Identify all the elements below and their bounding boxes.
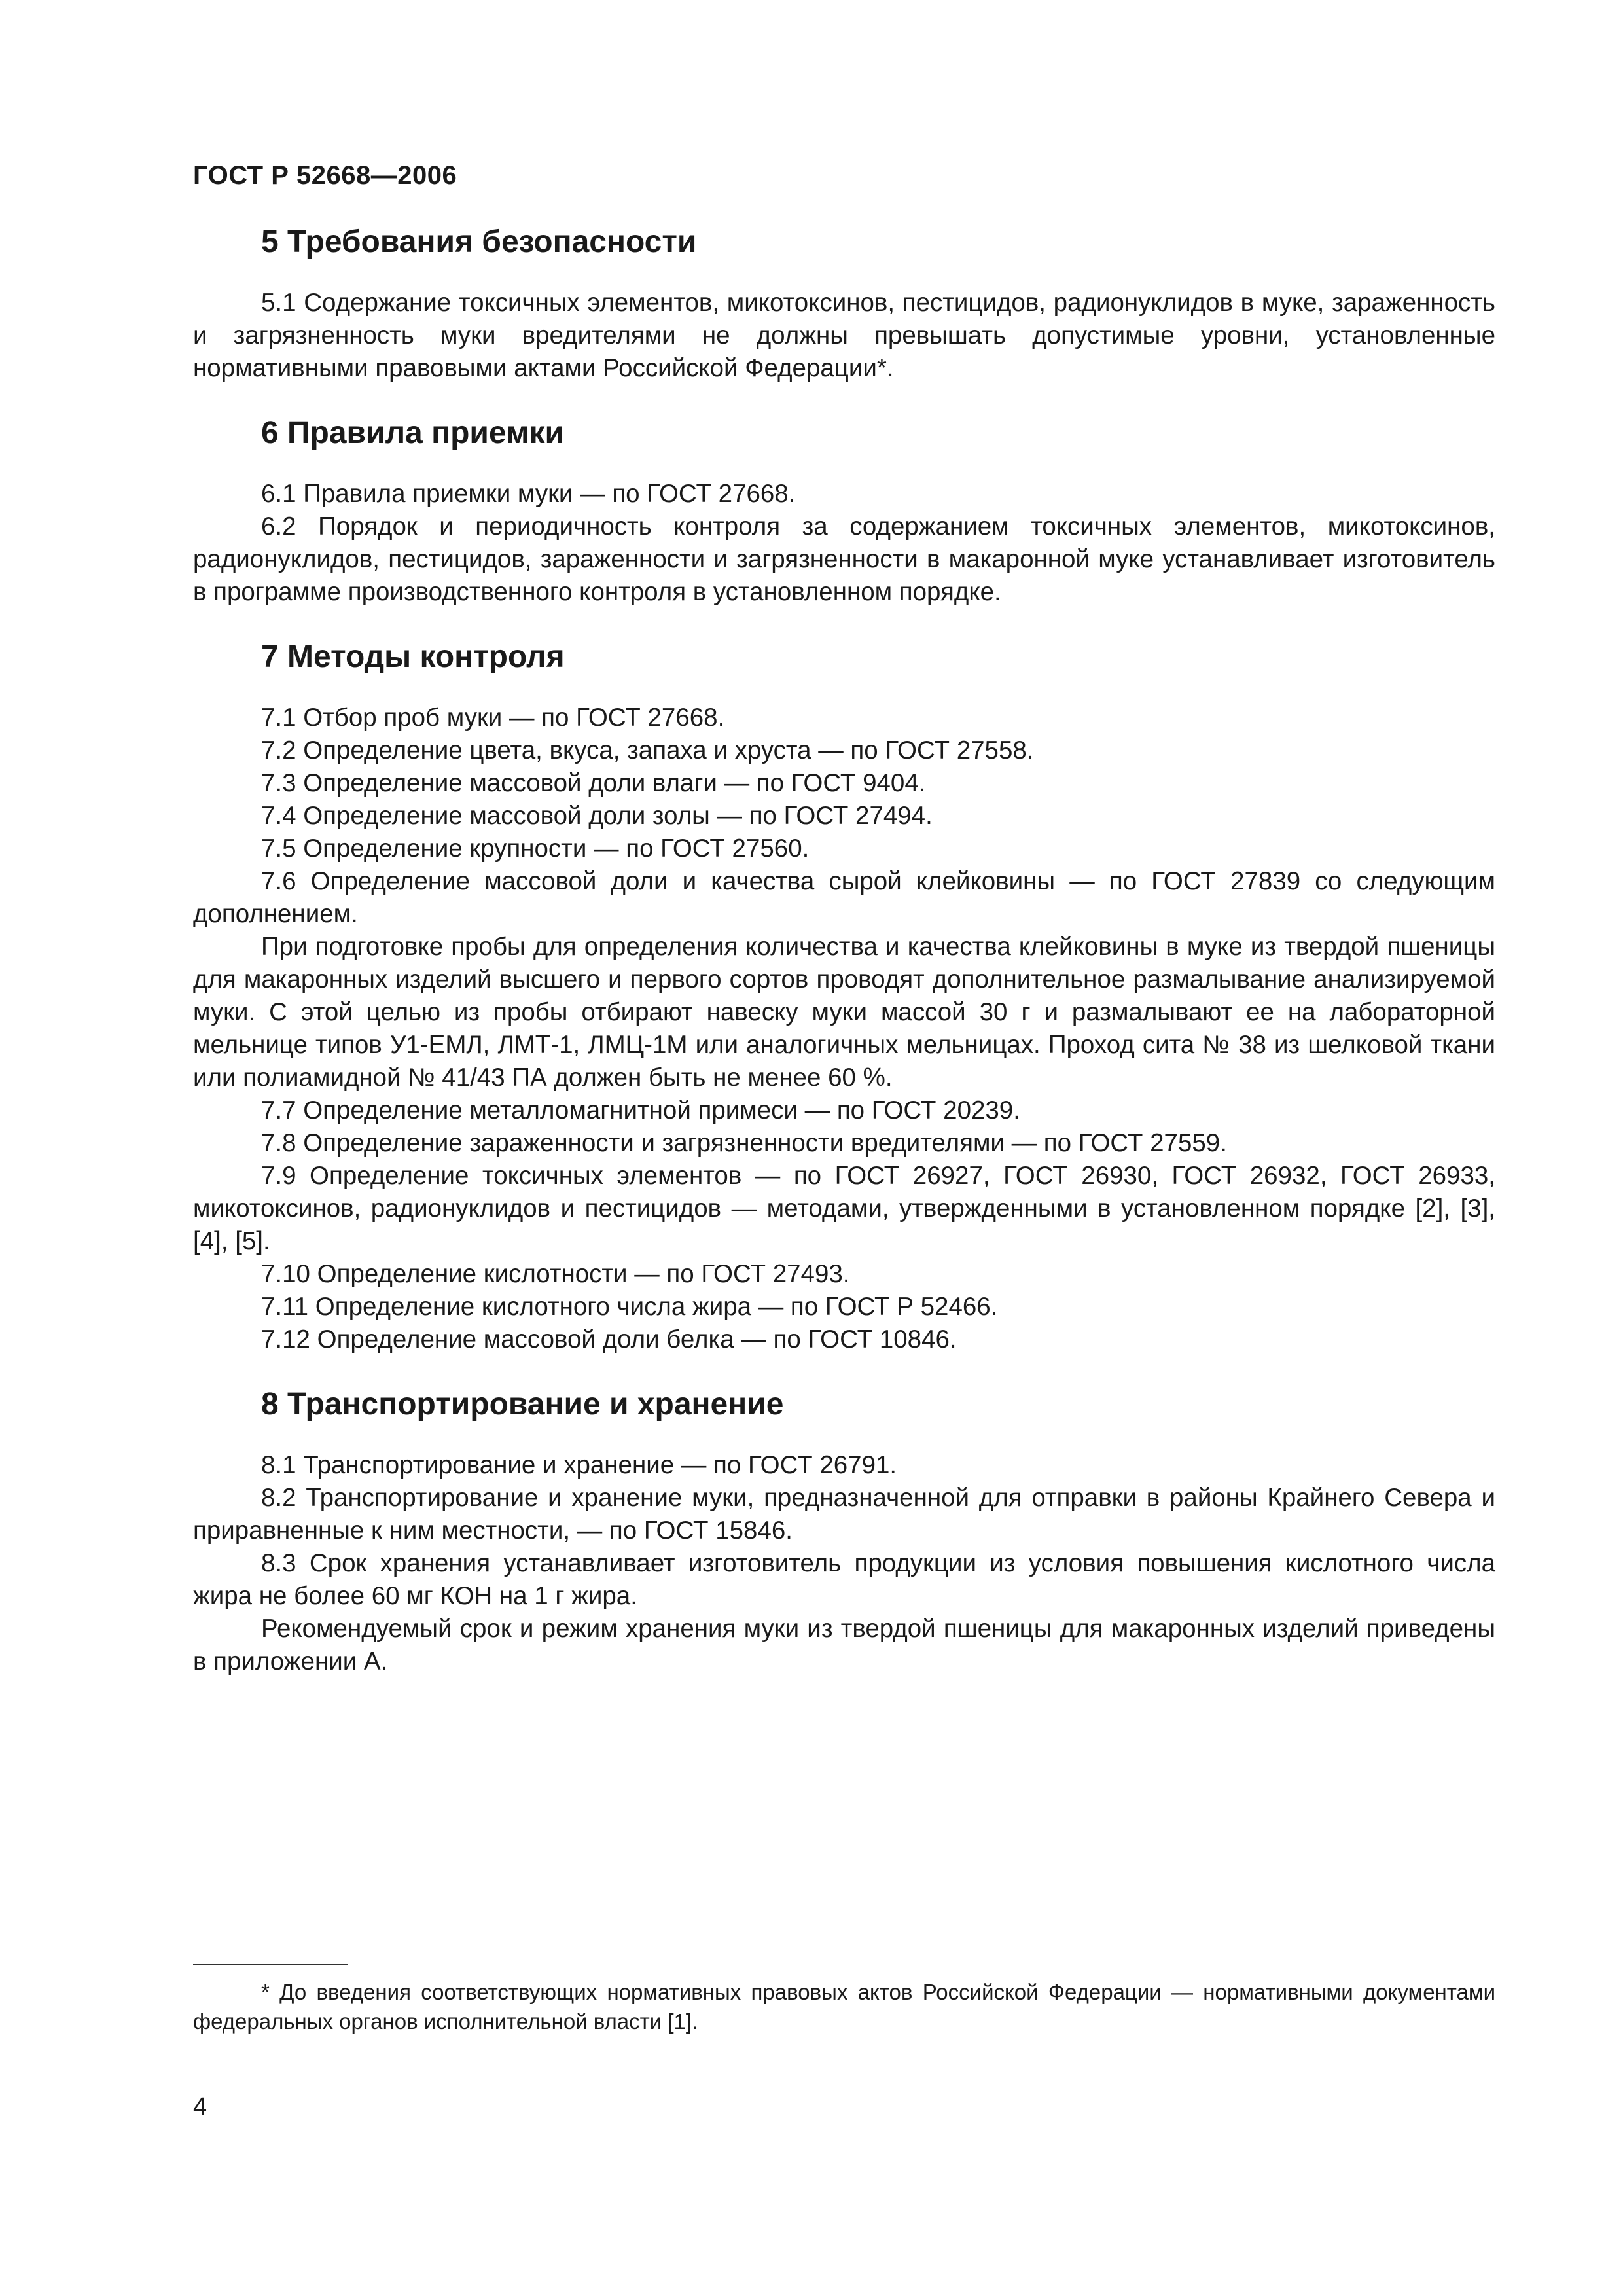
paragraph-7-1: 7.1 Отбор проб муки — по ГОСТ 27668.	[261, 704, 725, 732]
section-5-safety-requirements	[193, 223, 1495, 385]
section-title: 7 Методы контроля	[261, 639, 565, 674]
paragraph-7-2: 7.2 Определение цвета, вкуса, запаха и хруста — по ГОСТ 27558.	[261, 736, 1034, 764]
page-number: 4	[193, 2093, 207, 2121]
paragraph-7-5: 7.5 Определение крупности — по ГОСТ 27560.	[261, 834, 810, 863]
document-code-header: ГОСТ Р 52668—2006	[193, 161, 457, 190]
section-title: 5 Требования безопасности	[261, 224, 697, 259]
paragraph-6-1: 6.1 Правила приемки муки — по ГОСТ 27668.	[261, 480, 796, 508]
section-7-control-methods	[193, 637, 1495, 1356]
paragraph-8-3: 8.3 Срок хранения устанавливает изготовитель продукции из условия повышения кислотного числа жира не более 60 мг КОН на 1 г жира.	[193, 1549, 1495, 1610]
paragraph-7-4: 7.4 Определение массовой доли золы — по ГОСТ 27494.	[261, 802, 933, 830]
paragraph-7-11: 7.11 Определение кислотного числа жира — по ГОСТ Р 52466.	[261, 1293, 998, 1321]
paragraph-7-6: 7.6 Определение массовой доли и качества сырой клейковины — по ГОСТ 27839 со следующим дополнением.	[193, 867, 1495, 928]
document-body	[193, 223, 1495, 1678]
paragraph-7-10: 7.10 Определение кислотности — по ГОСТ 27493.	[261, 1260, 850, 1288]
paragraph-5-1: 5.1 Содержание токсичных элементов, микотоксинов, пестицидов, радионуклидов в муке, зараженность и загрязненность муки вредителями не должны превышать допустимые уровни, установленные нормативными правовыми актами Российской Федерации*.	[193, 289, 1495, 382]
paragraph-7-8: 7.8 Определение зараженности и загрязненности вредителями — по ГОСТ 27559.	[261, 1129, 1227, 1157]
paragraph-8-1: 8.1 Транспортирование и хранение — по ГОСТ 26791.	[261, 1451, 897, 1479]
footnote-divider	[193, 1964, 348, 1965]
section-8-transport-storage	[193, 1385, 1495, 1678]
section-title: 6 Правила приемки	[261, 416, 565, 450]
paragraph-7-12: 7.12 Определение массовой доли белка — по ГОСТ 10846.	[261, 1325, 957, 1354]
paragraph-7-7: 7.7 Определение металломагнитной примеси — по ГОСТ 20239.	[261, 1096, 1020, 1124]
footnote: * До введения соответствующих нормативных правовых актов Российской Федерации — нормативными документами федеральных органов исполнительной власти [1].	[193, 1980, 1495, 2034]
paragraph-7-3: 7.3 Определение массовой доли влаги — по ГОСТ 9404.	[261, 769, 926, 797]
paragraph-8-2: 8.2 Транспортирование и хранение муки, предназначенной для отправки в районы Крайнего Севера и приравненные к ним местности, — по ГОСТ 15846.	[193, 1484, 1495, 1545]
paragraph-8-3-recommendation: Рекомендуемый срок и режим хранения муки из твердой пшеницы для макаронных изделий приведены в приложении А.	[193, 1615, 1495, 1676]
section-title: 8 Транспортирование и хранение	[261, 1387, 784, 1422]
paragraph-7-9: 7.9 Определение токсичных элементов — по ГОСТ 26927, ГОСТ 26930, ГОСТ 26932, ГОСТ 26933, микотоксинов, радионуклидов и пестицидов — методами, утвержденными в установленном порядке [2], [3], [4], [5].	[193, 1162, 1495, 1255]
paragraph-7-6-addition: При подготовке пробы для определения количества и качества клейковины в муке из твердой пшеницы для макаронных изделий высшего и первого сортов проводят дополнительное размалывание анализируемой муки. С этой целью из пробы отбирают навеску муки массой 30 г и размалывают ее на лабораторной мельнице типов У1-ЕМЛ, ЛМТ-1, ЛМЦ-1М или аналогичных мельницах. Проход сита № 38 из шелковой ткани или полиамидной № 41/43 ПА должен быть не менее 60 %.	[193, 933, 1495, 1092]
section-6-acceptance-rules	[193, 414, 1495, 609]
paragraph-6-2: 6.2 Порядок и периодичность контроля за содержанием токсичных элементов, микотоксинов, радионуклидов, пестицидов, зараженности и загрязненности в макаронной муке устанавливает изготовитель в программе производственного контроля в установленном порядке.	[193, 512, 1495, 606]
